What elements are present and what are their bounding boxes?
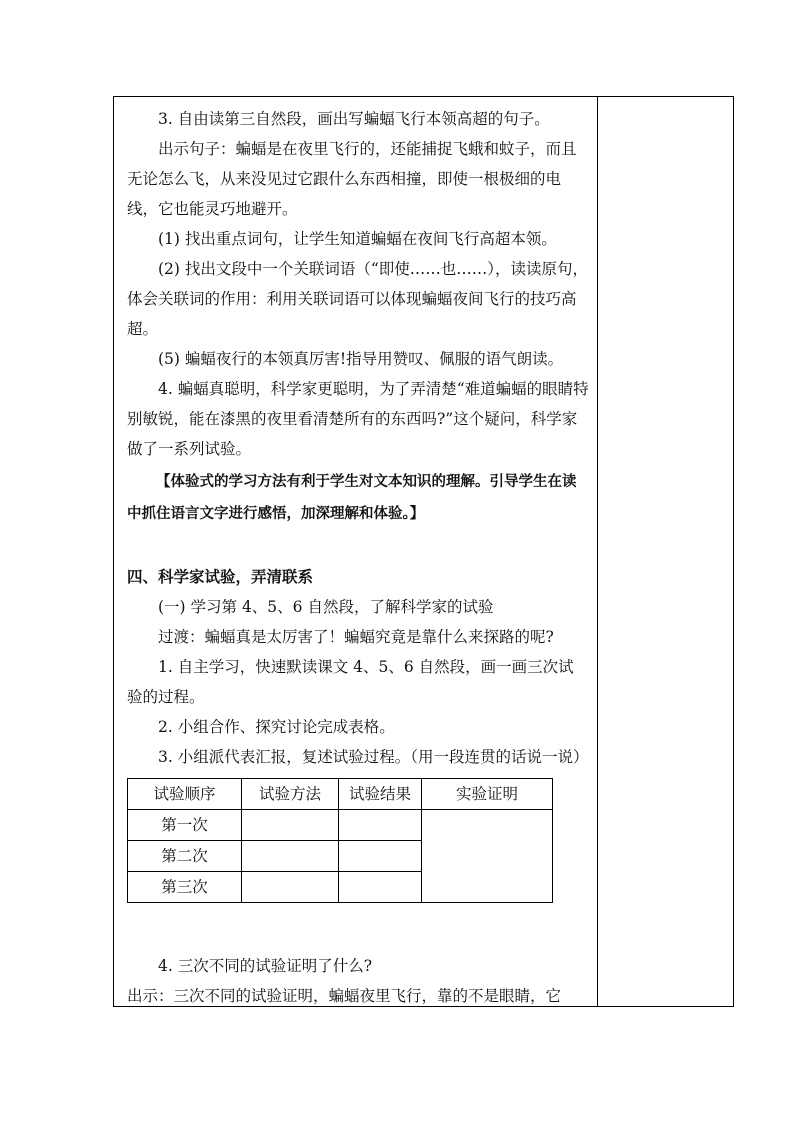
paragraph-shown-conclusion: 出示：三次不同的试验证明，蝙蝠夜里飞行，靠的不是眼睛，它 (127, 987, 562, 1005)
experiment-table (127, 778, 553, 903)
paragraph-sentence-shown: 出示句子：蝙蝠是在夜里飞行的，还能捕捉飞蛾和蚊子，而且无论怎么飞，从来没见过它跟什么东西相撞，即使一根极细的电线，它也能灵巧地避开。 (127, 140, 577, 218)
lesson-content (127, 104, 589, 1011)
header-proof: 实验证明 (422, 779, 553, 810)
table-cell (339, 841, 422, 872)
table-header-row (128, 779, 553, 810)
paragraph-transition: 过渡：蝙蝠真是太厉害了！蝙蝠究竟是靠什么来探路的呢? (158, 628, 554, 646)
row-label: 第一次 (128, 810, 242, 841)
table-cell (339, 810, 422, 841)
paragraph-task-3: 3. 小组派代表汇报，复述试验过程。（用一段连贯的话说一说） (158, 748, 589, 766)
paragraph-task-1: 1. 自主学习，快速默读课文 4、5、6 自然段，画一画三次试验的过程。 (127, 658, 574, 706)
paragraph-point-1: (1) 找出重点词句，让学生知道蝙蝠在夜间飞行高超本领。 (158, 230, 557, 248)
row-label: 第二次 (128, 841, 242, 872)
table-cell-proof (422, 810, 553, 903)
row-label: 第三次 (128, 872, 242, 903)
table-cell (242, 841, 339, 872)
paragraph-point-2: (2) 找出文段中一个关联词语（“即使……也……），读读原句，体会关联词的作用：利用关联词语可以体现蝙蝠夜间飞行的技巧高超。 (127, 260, 589, 338)
table-cell (242, 872, 339, 903)
table-row (128, 810, 553, 841)
header-result: 试验结果 (339, 779, 422, 810)
paragraph-task-2: 2. 小组合作、探究讨论完成表格。 (158, 718, 395, 736)
paragraph-step-3: 3. 自由读第三自然段，画出写蝙蝠飞行本领高超的句子。 (158, 110, 550, 128)
paragraph-step-4: 4. 蝙蝠真聪明，科学家更聪明，为了弄清楚“难道蝙蝠的眼睛特别敏锐，能在漆黑的夜里看清楚所有的东西吗?”这个疑问，科学家做了一系列试验。 (127, 380, 589, 458)
table-cell (339, 872, 422, 903)
teaching-comment: 【体验式的学习方法有利于学生对文本知识的理解。引导学生在读中抓住语言文字进行感悟，加深理解和体验。】 (127, 474, 577, 522)
table-cell (242, 810, 339, 841)
column-divider (597, 96, 598, 1007)
paragraph-point-5: (5) 蝙蝠夜行的本领真厉害!指导用赞叹、佩服的语气朗读。 (158, 350, 564, 368)
header-order: 试验顺序 (128, 779, 242, 810)
section-heading: 四、科学家试验，弄清联系 (127, 567, 314, 586)
header-method: 试验方法 (242, 779, 339, 810)
paragraph-question-4: 4. 三次不同的试验证明了什么? (158, 957, 373, 975)
paragraph-subsection-1: (一) 学习第 4、5、6 自然段，了解科学家的试验 (158, 598, 494, 616)
